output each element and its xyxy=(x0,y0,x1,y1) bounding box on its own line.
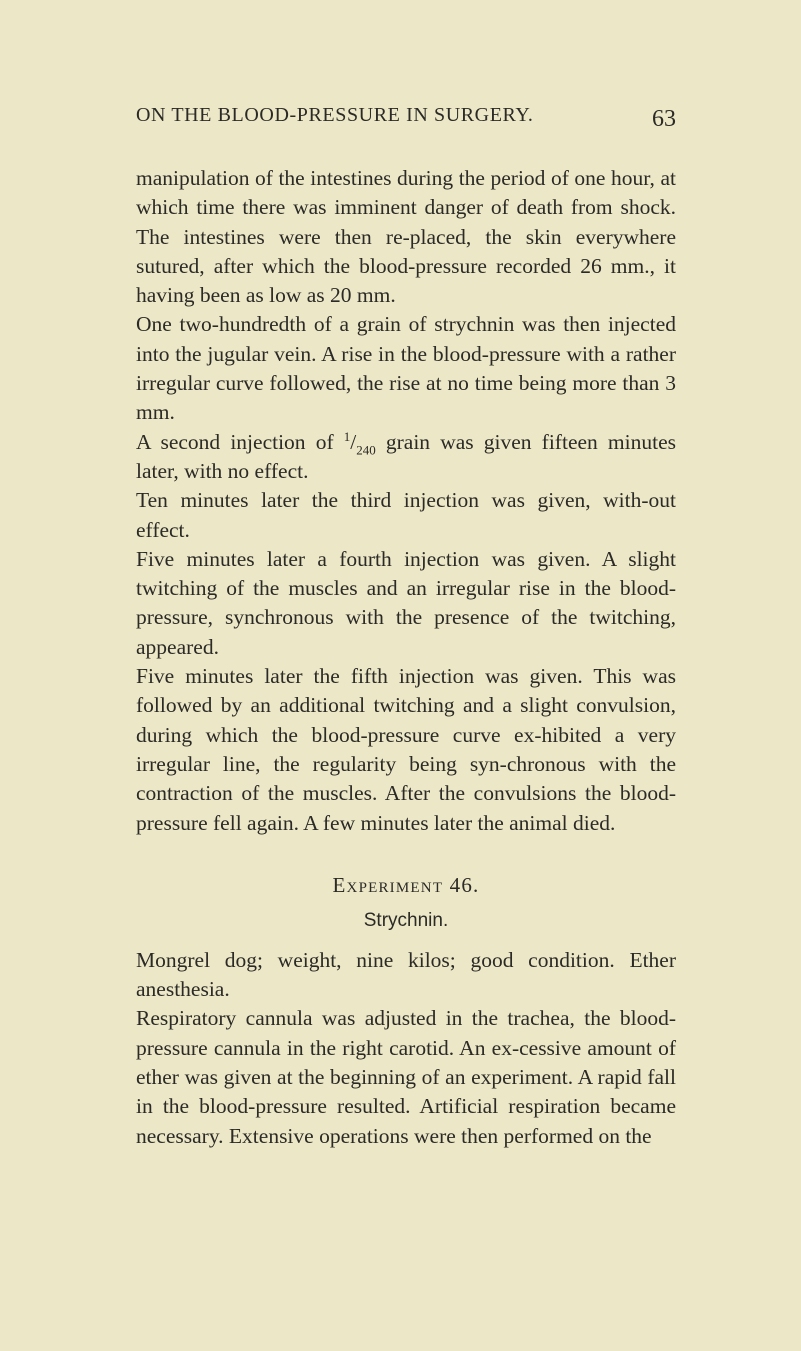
paragraph: Mongrel dog; weight, nine kilos; good condition. Ether anesthesia. xyxy=(136,947,676,1002)
paragraph-text: A second injection of xyxy=(136,429,344,454)
fraction: $^1/_{240}$ xyxy=(343,428,376,457)
page-number: 63 xyxy=(652,106,676,132)
paragraph-second-injection xyxy=(136,428,676,487)
paragraph: One two-hundredth of a grain of strychnin was then injected into the jugular vein. A rise in the blood-pressure with a rather irregular curve followed, the rise at no time being more than 3 mm. xyxy=(136,312,676,425)
running-head xyxy=(136,100,676,140)
experiment-heading: Experiment 46. xyxy=(332,872,480,897)
fraction-numerator: 1 xyxy=(343,428,351,444)
paragraph: Respiratory cannula was adjusted in the trachea, the blood-pressure cannula in the right carotid. An ex-cessive amount of ether was given at the beginning of an experiment. A rapid fall in the blood-pressure resulted. Artificial respiration became necessary. Extensive operations were then performed on the xyxy=(136,1006,676,1148)
body-text xyxy=(136,164,676,1151)
paragraph: manipulation of the intestines during the period of one hour, at which time there was imminent danger of death from shock. The intestines were then re-placed, the skin everywhere sutured, after which the blood-pressure recorded 26 mm., it having been as low as 20 mm. xyxy=(136,166,676,308)
experiment-subheading: Strychnin. xyxy=(363,909,449,931)
experiment-heading-block xyxy=(136,870,676,936)
paragraph: Five minutes later the fifth injection was given. This was followed by an additional twitching and a slight convulsion, during which the blood-pressure curve ex-hibited a very irregular line, the regularity being syn-chronous with the contraction of the muscles. After the convulsions the blood-pressure fell again. A few minutes later the animal died. xyxy=(136,664,676,835)
paragraph: Five minutes later a fourth injection was given. A slight twitching of the muscles and an irregular rise in the blood-pressure, synchronous with the presence of the twitching, appeared. xyxy=(136,546,676,659)
paragraph: Ten minutes later the third injection was given, with-out effect. xyxy=(136,488,676,542)
running-title: ON THE BLOOD-PRESSURE IN SURGERY. xyxy=(136,104,534,126)
paragraph-text: grain was given fifteen minutes later, with no effect. xyxy=(136,429,676,483)
fraction-denominator: 240 xyxy=(356,441,376,457)
